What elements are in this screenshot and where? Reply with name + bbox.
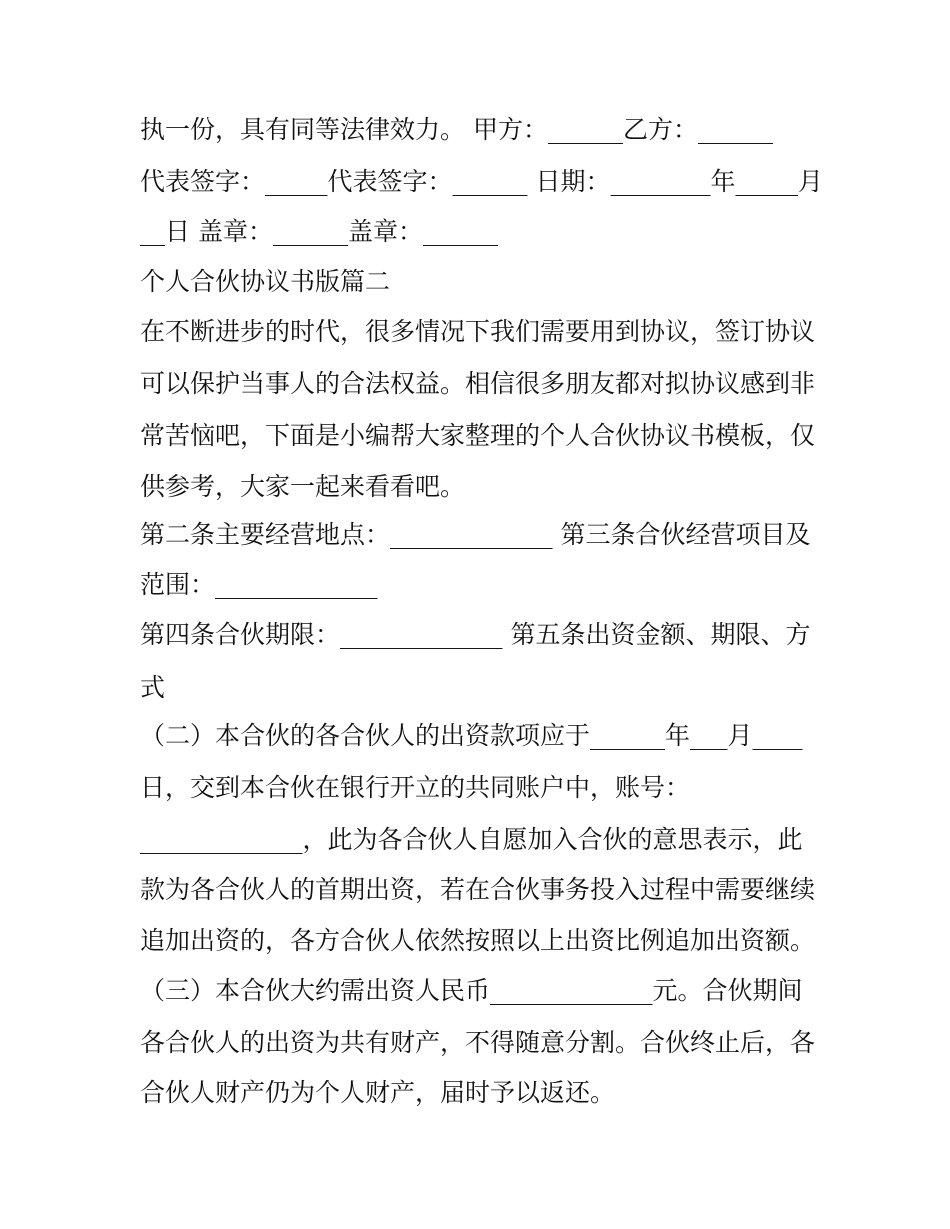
text-line: 在不断进步的时代，很多情况下我们需要用到协议，签订协议 bbox=[140, 317, 816, 346]
section-heading: 个人合伙协议书版篇二 bbox=[140, 267, 391, 296]
text-line: 供参考，大家一起来看看吧。 bbox=[140, 472, 466, 501]
text-line: 款为各合伙人的首期出资，若在合伙事务投入过程中需要继续 bbox=[140, 875, 816, 904]
text-line: 式 bbox=[140, 673, 166, 702]
text-line: 可以保护当事人的合法权益。相信很多朋友都对拟协议感到非 bbox=[140, 369, 816, 398]
text-line: （三）本合伙大约需出资人民币_____________元。合伙期间 bbox=[140, 976, 803, 1005]
text-line: 执一份，具有同等法律效力。 甲方：______乙方：______ bbox=[140, 115, 773, 144]
text-line: 第二条主要经营地点：_____________ 第三条合伙经营项目及 bbox=[140, 520, 811, 549]
text-line: 合伙人财产仍为个人财产，届时予以返还。 bbox=[140, 1078, 616, 1107]
text-line: 各合伙人的出资为共有财产，不得随意分割。合伙终止后，各 bbox=[140, 1028, 816, 1057]
text-line: 范围：_____________ bbox=[140, 570, 378, 599]
text-line: 常苦恼吧，下面是小编帮大家整理的个人合伙协议书模板，仅 bbox=[140, 421, 816, 450]
text-line: 代表签字：_____代表签字：______ 日期：________年_____月 bbox=[140, 167, 823, 196]
text-line: 追加出资的，各方合伙人依然按照以上出资比例追加出资额。 bbox=[140, 926, 816, 955]
text-line: （二）本合伙的各合伙人的出资款项应于______年___月____ bbox=[140, 721, 803, 750]
text-line: __日 盖章：______盖章：______ bbox=[140, 217, 498, 246]
text-line: 第四条合伙期限：_____________ 第五条出资金额、期限、方 bbox=[140, 620, 811, 649]
text-line: _____________，此为各合伙人自愿加入合伙的意思表示，此 bbox=[140, 825, 803, 854]
text-line: 日，交到本合伙在银行开立的共同账户中，账号： bbox=[140, 773, 691, 802]
